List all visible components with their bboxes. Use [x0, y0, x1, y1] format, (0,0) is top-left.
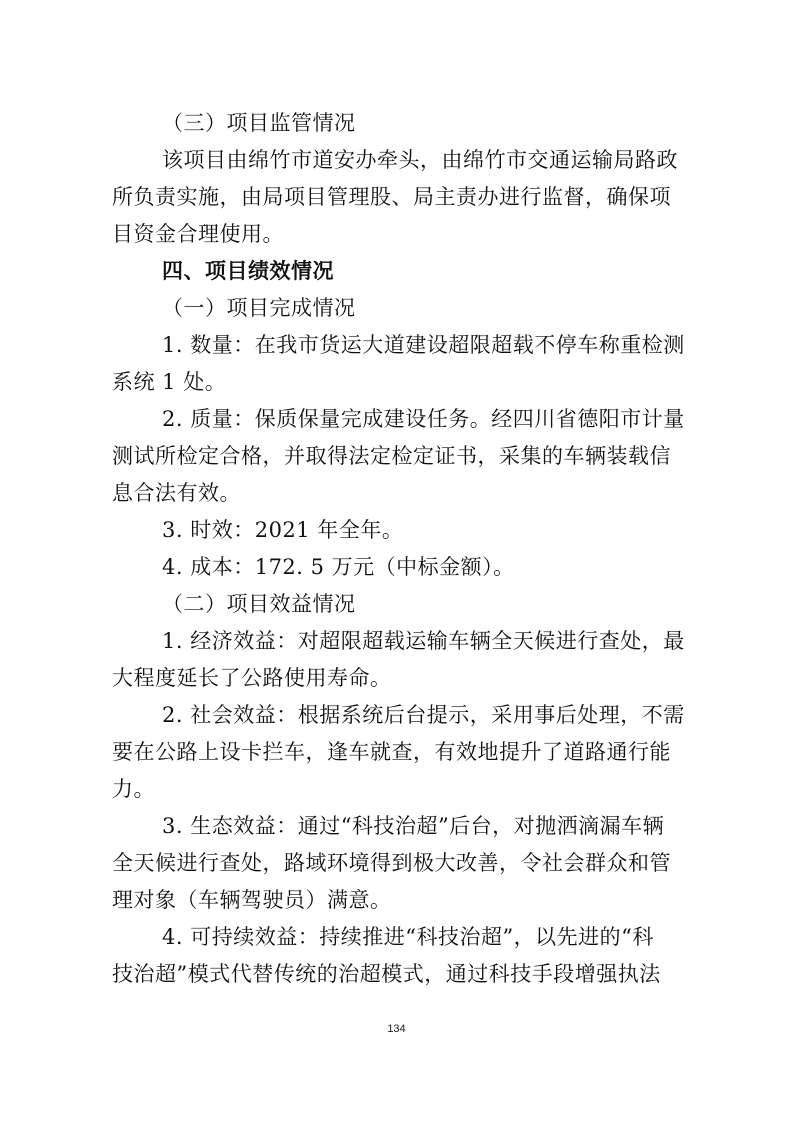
paragraph-line: 系统 1 处。 [112, 370, 227, 394]
paragraph-line: 1. 数量：在我市货运大道建设超限超载不停车称重检测 [162, 333, 685, 357]
paragraph-line: 2. 社会效益：根据系统后台提示，采用事后处理，不需 [162, 703, 685, 727]
paragraph-line: 该项目由绵竹市道安办牵头，由绵竹市交通运输局路政 [162, 148, 678, 172]
paragraph-line: 所负责实施，由局项目管理股、局主责办进行监督，确保项 [112, 185, 671, 209]
paragraph-line: 2. 质量：保质保量完成建设任务。经四川省德阳市计量 [162, 407, 685, 431]
subheading-project-supervision: （三）项目监管情况 [162, 111, 356, 135]
paragraph-line: 要在公路上设卡拦车，逢车就查，有效地提升了道路通行能 [112, 740, 671, 764]
paragraph-line: 全天候进行查处，路域环境得到极大改善，令社会群众和管 [112, 851, 671, 875]
paragraph-line: 测试所检定合格，并取得法定检定证书，采集的车辆装载信 [112, 444, 671, 468]
section-heading-performance: 四、项目绩效情况 [162, 259, 334, 283]
paragraph-line: 大程度延长了公路使用寿命。 [112, 666, 392, 690]
subheading-completion: （一）项目完成情况 [162, 296, 356, 320]
paragraph-line: 理对象（车辆驾驶员）满意。 [112, 888, 392, 912]
paragraph-line: 3. 生态效益：通过“科技治超”后台，对抛洒滴漏车辆 [162, 814, 665, 838]
page-number: 134 [387, 1023, 406, 1035]
paragraph-line: 3. 时效：2021 年全年。 [162, 518, 404, 542]
paragraph-line: 4. 成本：172. 5 万元（中标金额）。 [162, 555, 515, 579]
paragraph-line: 4. 可持续效益：持续推进“科技治超”，以先进的“科 [162, 925, 654, 949]
paragraph-line: 目资金合理使用。 [112, 222, 284, 246]
paragraph-line: 息合法有效。 [112, 481, 241, 505]
paragraph-line: 1. 经济效益：对超限超载运输车辆全天候进行查处，最 [162, 629, 685, 653]
paragraph-line: 技治超”模式代替传统的治超模式，通过科技手段增强执法 [112, 962, 661, 986]
paragraph-line: 力。 [112, 777, 155, 801]
subheading-benefits: （二）项目效益情况 [162, 592, 356, 616]
